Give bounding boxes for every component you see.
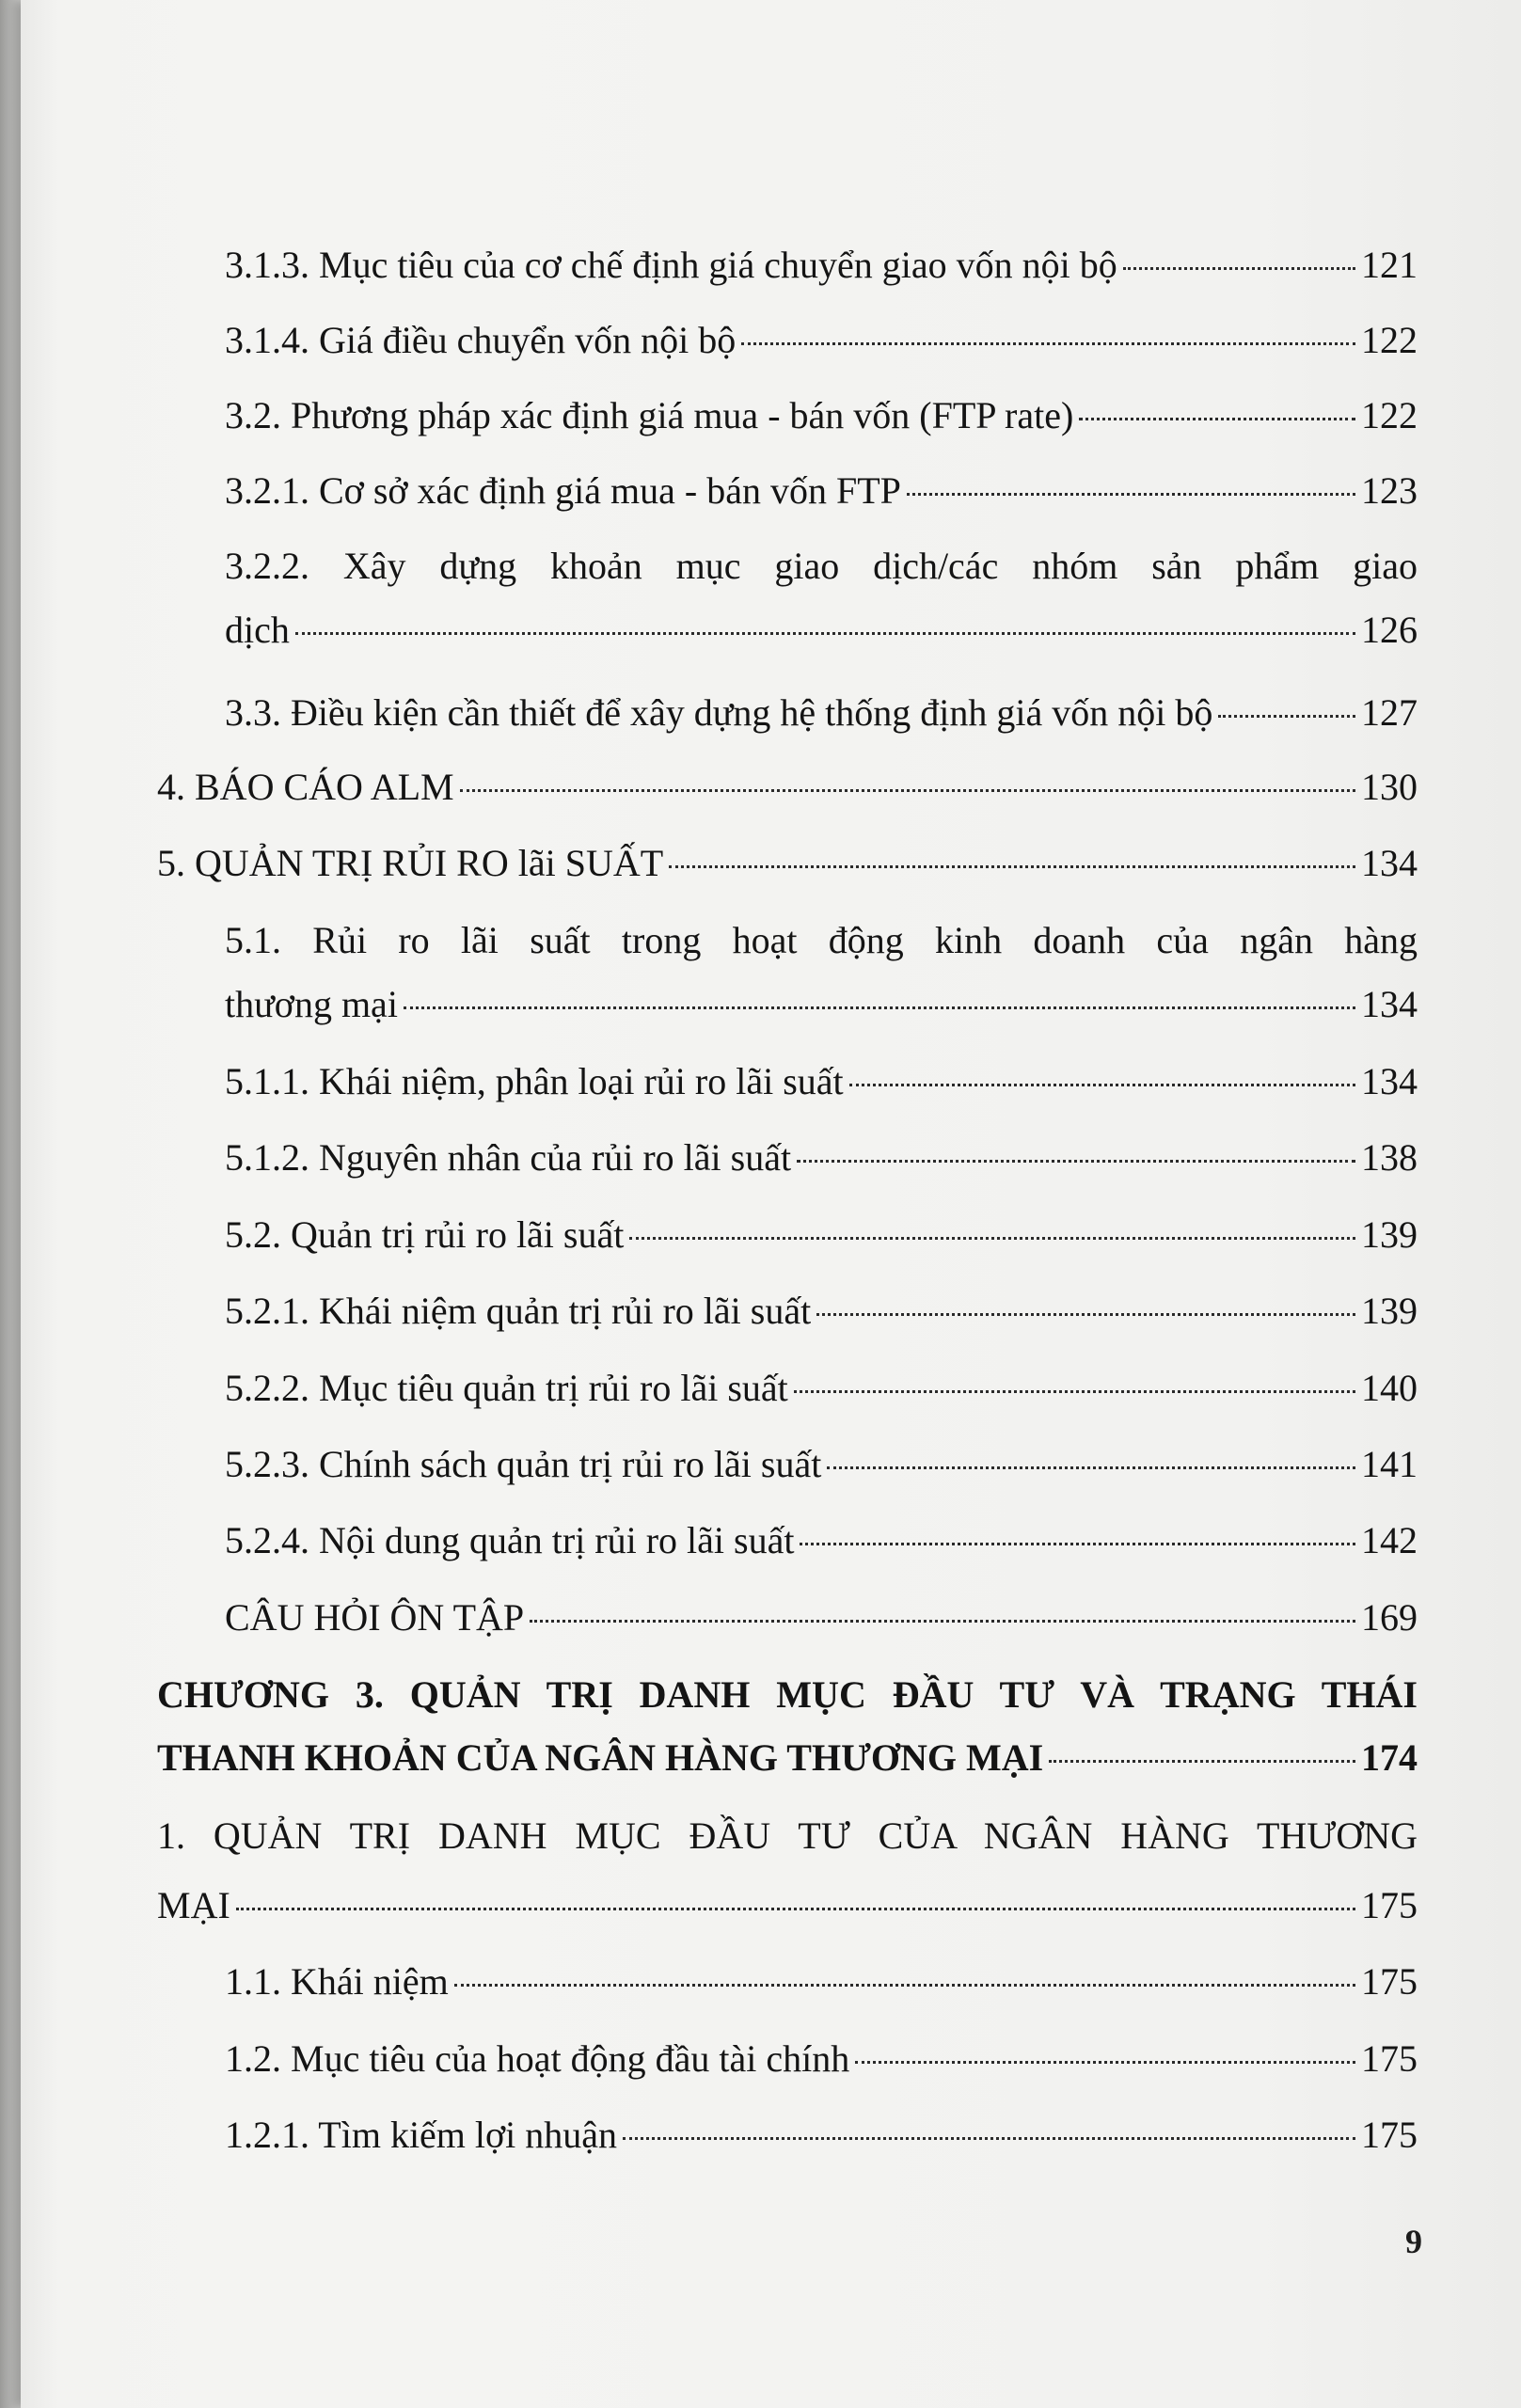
toc-entry-title: 5.2.1. Khái niệm quản trị rủi ro lãi suất: [225, 1290, 812, 1332]
toc-entry-page: 140: [1361, 1367, 1418, 1409]
toc-entry-page: 126: [1361, 609, 1418, 651]
book-spine-edge: [0, 0, 21, 2408]
toc-entry-page: 130: [1361, 766, 1418, 808]
toc-entry-page: 139: [1361, 1290, 1418, 1332]
toc-entry-title-line: 5.1. Rủi ro lãi suất trong hoạt động kinh doanh của ngân hàng: [225, 919, 1418, 961]
toc-entry: [225, 1959, 1418, 2004]
toc-entry-page: 175: [1361, 1884, 1418, 1926]
toc-entry: [225, 1135, 1418, 1180]
dot-leader: [460, 789, 1355, 792]
chapter-heading-line: CHƯƠNG 3. QUẢN TRỊ DANH MỤC ĐẦU TƯ VÀ TRẠNG THÁI: [157, 1673, 1418, 1716]
toc-entry-title: 1.1. Khái niệm: [225, 1960, 449, 2003]
toc-entry-page: 122: [1361, 319, 1418, 361]
dot-leader: [404, 1006, 1355, 1009]
toc-entry: [225, 608, 1418, 653]
toc-entry: [157, 765, 1418, 810]
dot-leader: [816, 1313, 1355, 1316]
dot-leader: [797, 1160, 1355, 1163]
dot-leader: [1049, 1760, 1355, 1763]
dot-leader: [1218, 715, 1355, 718]
toc-entry-title: 3.2. Phương pháp xác định giá mua - bán vốn (FTP rate): [225, 394, 1074, 436]
toc-entry-page: 127: [1361, 691, 1418, 734]
toc-entry-title: 5.1.1. Khái niệm, phân loại rủi ro lãi suất: [225, 1060, 844, 1102]
toc-entry: [225, 1518, 1418, 1563]
toc-entry-page: 134: [1361, 983, 1418, 1025]
toc-entry: [225, 1366, 1418, 1411]
page-number: 9: [1405, 2223, 1422, 2260]
toc-entry: [225, 2036, 1418, 2082]
toc-entry-title: 5.2.2. Mục tiêu quản trị rủi ro lãi suất: [225, 1367, 788, 1409]
toc-entry-title: 5.2.3. Chính sách quản trị rủi ro lãi suất: [225, 1443, 822, 1485]
toc-entry-page: 139: [1361, 1213, 1418, 1256]
dot-leader: [827, 1466, 1355, 1469]
dot-leader: [669, 865, 1355, 868]
toc-entry-title: 5. QUẢN TRỊ RỦI RO lãi SUẤT: [157, 842, 664, 884]
toc-entry-page: 175: [1361, 2037, 1418, 2080]
dot-leader: [295, 632, 1355, 635]
dot-leader: [800, 1543, 1355, 1545]
dot-leader: [849, 1084, 1355, 1086]
toc-entry-title: 1.2. Mục tiêu của hoạt động đầu tài chính: [225, 2037, 850, 2080]
dot-leader: [623, 2137, 1355, 2140]
dot-leader: [907, 493, 1355, 496]
toc-entry-title: 1.2.1. Tìm kiếm lợi nhuận: [225, 2114, 618, 2156]
toc-entry-title: 3.1.4. Giá điều chuyển vốn nội bộ: [225, 319, 737, 361]
toc-entry-page: 134: [1361, 1060, 1418, 1102]
toc-entry: [225, 1442, 1418, 1487]
toc-entry: [225, 318, 1418, 363]
toc-entry-page: 134: [1361, 842, 1418, 884]
toc-entry-title: 3.3. Điều kiện cần thiết để xây dựng hệ thống định giá vốn nội bộ: [225, 691, 1213, 734]
toc-entry: [225, 468, 1418, 514]
toc-entry: [225, 393, 1418, 438]
toc-entry-page: 169: [1361, 1596, 1418, 1639]
toc-entry-title: 5.2.4. Nội dung quản trị rủi ro lãi suất: [225, 1519, 795, 1561]
toc-entry-page: 141: [1361, 1443, 1418, 1485]
toc-entry: [225, 690, 1418, 736]
toc-entry-page: 123: [1361, 469, 1418, 512]
dot-leader: [1123, 267, 1355, 270]
toc-entry-title: 3.1.3. Mục tiêu của cơ chế định giá chuyển giao vốn nội bộ: [225, 244, 1117, 286]
dot-leader: [794, 1390, 1355, 1393]
toc-entry: [225, 982, 1418, 1027]
toc-entry: [157, 841, 1418, 886]
toc-entry-page: 121: [1361, 244, 1418, 286]
dot-leader: [1079, 418, 1355, 420]
dot-leader: [454, 1984, 1355, 1987]
toc-chapter-entry: [157, 1735, 1418, 1781]
toc-entry-title: MẠI: [157, 1884, 230, 1926]
toc-entry-title: dịch: [225, 609, 290, 651]
toc-entry-title-line: 1. QUẢN TRỊ DANH MỤC ĐẦU TƯ CỦA NGÂN HÀNG THƯƠNG: [157, 1814, 1418, 1857]
toc-entry-page: 122: [1361, 394, 1418, 436]
toc-entry: [157, 1883, 1418, 1928]
toc-entry: [225, 1212, 1418, 1258]
toc-entry-page: 174: [1361, 1736, 1418, 1779]
toc-entry: [225, 1595, 1418, 1640]
toc-entry-title: CÂU HỎI ÔN TẬP: [225, 1596, 525, 1639]
toc-entry-title: THANH KHOẢN CỦA NGÂN HÀNG THƯƠNG MẠI: [157, 1736, 1044, 1779]
toc-entry-page: 138: [1361, 1136, 1418, 1179]
dot-leader: [530, 1620, 1355, 1623]
toc-entry: [225, 243, 1418, 288]
toc-entry-title: 4. BÁO CÁO ALM: [157, 766, 454, 808]
toc-entry: [225, 1059, 1418, 1104]
table-of-contents: [157, 0, 1418, 2408]
dot-leader: [629, 1237, 1355, 1240]
toc-entry: [225, 1289, 1418, 1334]
toc-entry-page: 175: [1361, 1960, 1418, 2003]
toc-entry-page: 175: [1361, 2114, 1418, 2156]
toc-entry-title: 5.1.2. Nguyên nhân của rủi ro lãi suất: [225, 1136, 792, 1179]
toc-entry-title: 5.2. Quản trị rủi ro lãi suất: [225, 1213, 625, 1256]
toc-entry-title: 3.2.1. Cơ sở xác định giá mua - bán vốn FTP: [225, 469, 901, 512]
book-page: [21, 0, 1521, 2408]
dot-leader: [236, 1908, 1355, 1910]
toc-entry-page: 142: [1361, 1519, 1418, 1561]
toc-entry-title-line: 3.2.2. Xây dựng khoản mục giao dịch/các nhóm sản phẩm giao: [225, 545, 1418, 587]
toc-entry: [225, 2113, 1418, 2158]
toc-entry-title: thương mại: [225, 983, 398, 1025]
dot-leader: [741, 342, 1355, 345]
dot-leader: [855, 2061, 1355, 2064]
